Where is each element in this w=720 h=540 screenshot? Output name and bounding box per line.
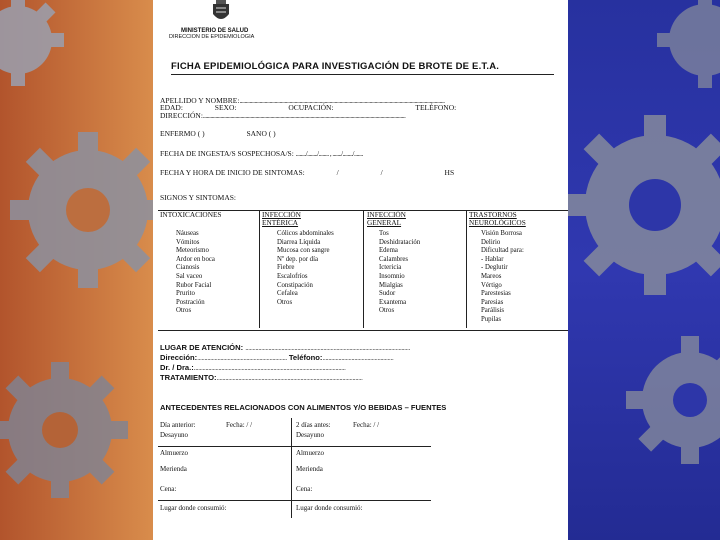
label-fecha-sintomas: FECHA Y HORA DE INICIO DE SINTOMAS: <box>160 168 305 177</box>
col-header-intoxicaciones: INTOXICACIONES <box>160 210 222 219</box>
symptom-item: Mareos <box>481 272 502 280</box>
ministry-name: MINISTERIO DE SALUD <box>181 28 249 34</box>
label-sexo: SEXO: <box>214 103 237 112</box>
col-header-enterica: INFECCIÓN ENTÉRICA <box>262 210 301 227</box>
symptom-item: Vértigo <box>481 281 502 289</box>
label-doctor: Dr. / Dra.: <box>160 363 194 372</box>
row-rule <box>158 446 431 447</box>
field-signos: SIGNOS Y SINTOMAS: <box>160 193 236 202</box>
symptom-item: Dificultad para: <box>481 247 524 255</box>
symptom-item: Pupilas <box>481 315 502 323</box>
symptom-item: - Deglutir <box>481 264 508 272</box>
date-separators: / / <box>336 168 403 177</box>
label-cena-1: Cena: <box>160 485 177 493</box>
department-name: DIRECCION DE EPIDEMIOLOGIA <box>169 34 255 40</box>
symptom-item: Náuseas <box>176 230 199 237</box>
label-atencion-telefono: Teléfono: <box>288 353 323 362</box>
symptom-item: Exantema <box>379 298 407 306</box>
list-neurologicos <box>481 230 524 325</box>
col-divider <box>466 210 467 328</box>
symptom-item: Paresias <box>481 298 504 306</box>
symptom-item: Otros <box>277 298 293 306</box>
coat-of-arms-icon <box>210 0 232 24</box>
label-cena-2: Cena: <box>296 485 313 493</box>
symptom-item: Constipación <box>277 281 313 289</box>
label-direccion: DIRECCIÓN: <box>160 111 203 120</box>
symptom-item: Sudor <box>379 290 396 298</box>
symptom-item: Mialgias <box>379 281 403 289</box>
symptom-item: Prurito <box>176 290 195 298</box>
row-rule <box>158 500 431 501</box>
symptom-item: Edema <box>379 247 398 255</box>
field-fecha-sintomas <box>160 168 454 177</box>
label-apellido: APELLIDO Y NOMBRE: <box>160 96 240 105</box>
symptom-item: Calambres <box>379 255 409 263</box>
label-telefono: TELÉFONO: <box>415 103 457 112</box>
symptom-item: Delirio <box>481 238 501 246</box>
label-atencion-direccion: Dirección: <box>160 353 198 362</box>
label-enfermo: ENFERMO ( ) <box>160 129 205 138</box>
col-header-general: INFECCIÓN GENERAL <box>367 210 406 227</box>
label-merienda-2: Merienda <box>296 465 323 473</box>
symptom-item: Cefalea <box>277 290 298 298</box>
label-tratamiento: TRATAMIENTO: <box>160 373 217 382</box>
symptom-item: Visión Borrosa <box>481 230 522 237</box>
symptom-item: Mucosa con sangre <box>277 247 330 255</box>
symptom-item: Deshidratación <box>379 238 421 246</box>
section-rule <box>158 330 568 331</box>
symptom-item: Parestesias <box>481 290 511 298</box>
field-atencion-direccion: Dirección:.............................................................. Teléfono:................................................. <box>160 353 394 362</box>
symptom-item: Postración <box>176 298 205 306</box>
field-tratamiento: TRATAMIENTO:..................................................................................................... <box>160 373 363 382</box>
symptom-item: Otros <box>176 307 192 315</box>
field-doctor: Dr. / Dra.:......................................................................................................... <box>160 363 346 372</box>
label-edad: EDAD: <box>160 103 183 112</box>
label-dia-anterior: Día anterior: <box>160 421 196 429</box>
label-merienda-1: Merienda <box>160 465 187 473</box>
form-title: FICHA EPIDEMIOLÓGICA PARA INVESTIGACIÓN DE BROTE DE E.T.A. <box>171 61 500 72</box>
label-almuerzo-1: Almuerzo <box>160 449 188 457</box>
symptom-item: Ictericia <box>379 264 402 272</box>
label-fecha-2: Fecha: / / <box>353 421 380 429</box>
symptom-item: Escalofríos <box>277 272 308 280</box>
field-estado <box>160 129 276 138</box>
antecedentes-title: ANTECEDENTES RELACIONADOS CON ALIMENTOS Y/O BEBIDAS – FUENTES <box>160 403 447 412</box>
label-lugar-2: Lugar donde consumió: <box>296 504 363 512</box>
field-apellido: APELLIDO Y NOMBRE:.................................................................................................................................................................... <box>160 96 445 105</box>
symptom-item: Otros <box>379 307 395 315</box>
symptom-item: Cianosis <box>176 264 200 272</box>
field-direccion: DIRECCIÓN:.................................................................................................................................................................. <box>160 111 406 120</box>
symptom-item: Diarrea Líquida <box>277 238 321 246</box>
label-lugar-1: Lugar donde consumió: <box>160 504 227 512</box>
symptom-item: Rubor Facial <box>176 281 212 289</box>
symptom-item: Cólicos abdominales <box>277 230 334 237</box>
label-desayuno-2: Desayuno <box>296 431 324 439</box>
label-ocupacion: OCUPACIÓN: <box>288 103 334 112</box>
label-hs: HS <box>444 168 455 177</box>
list-general <box>379 230 420 316</box>
col-divider <box>363 210 364 328</box>
symptom-item: Ardor en boca <box>176 255 215 263</box>
label-lugar-atencion: LUGAR DE ATENCIÓN: <box>160 343 244 352</box>
col-divider <box>291 418 292 518</box>
label-fecha-1: Fecha: / / <box>226 421 253 429</box>
col-divider <box>259 210 260 328</box>
symptom-item: Meteorismo <box>176 247 209 255</box>
symptom-item: Insomnio <box>379 272 405 280</box>
symptom-item: Vómitos <box>176 238 200 246</box>
label-dos-dias: 2 días antes: <box>296 421 331 429</box>
list-enterica <box>277 230 334 307</box>
title-underline <box>171 74 554 75</box>
label-desayuno-1: Desayuno <box>160 431 188 439</box>
label-almuerzo-2: Almuerzo <box>296 449 324 457</box>
epidemiological-form <box>153 0 568 540</box>
list-intoxicaciones <box>176 230 215 316</box>
symptom-item: Parálisis <box>481 307 505 315</box>
field-fecha-ingesta: FECHA DE INGESTA/S SOSPECHOSA/S: ......../......../........ , ......./......../....... <box>160 149 363 158</box>
col-header-neurologicos: TRASTORNOS NEUROLÓGICOS <box>469 210 526 227</box>
symptom-item: Sal vaceo <box>176 272 203 280</box>
symptom-item: Tos <box>379 230 389 237</box>
symptom-item: Nº dep. por día <box>277 255 318 263</box>
label-sano: SANO ( ) <box>246 129 276 138</box>
symptom-item: - Hablar <box>481 255 504 263</box>
symptom-item: Fiebre <box>277 264 295 272</box>
field-lugar-atencion: LUGAR DE ATENCIÓN: .................................................................................................................. <box>160 343 410 352</box>
label-fecha-ingesta: FECHA DE INGESTA/S SOSPECHOSA/S: <box>160 149 294 158</box>
